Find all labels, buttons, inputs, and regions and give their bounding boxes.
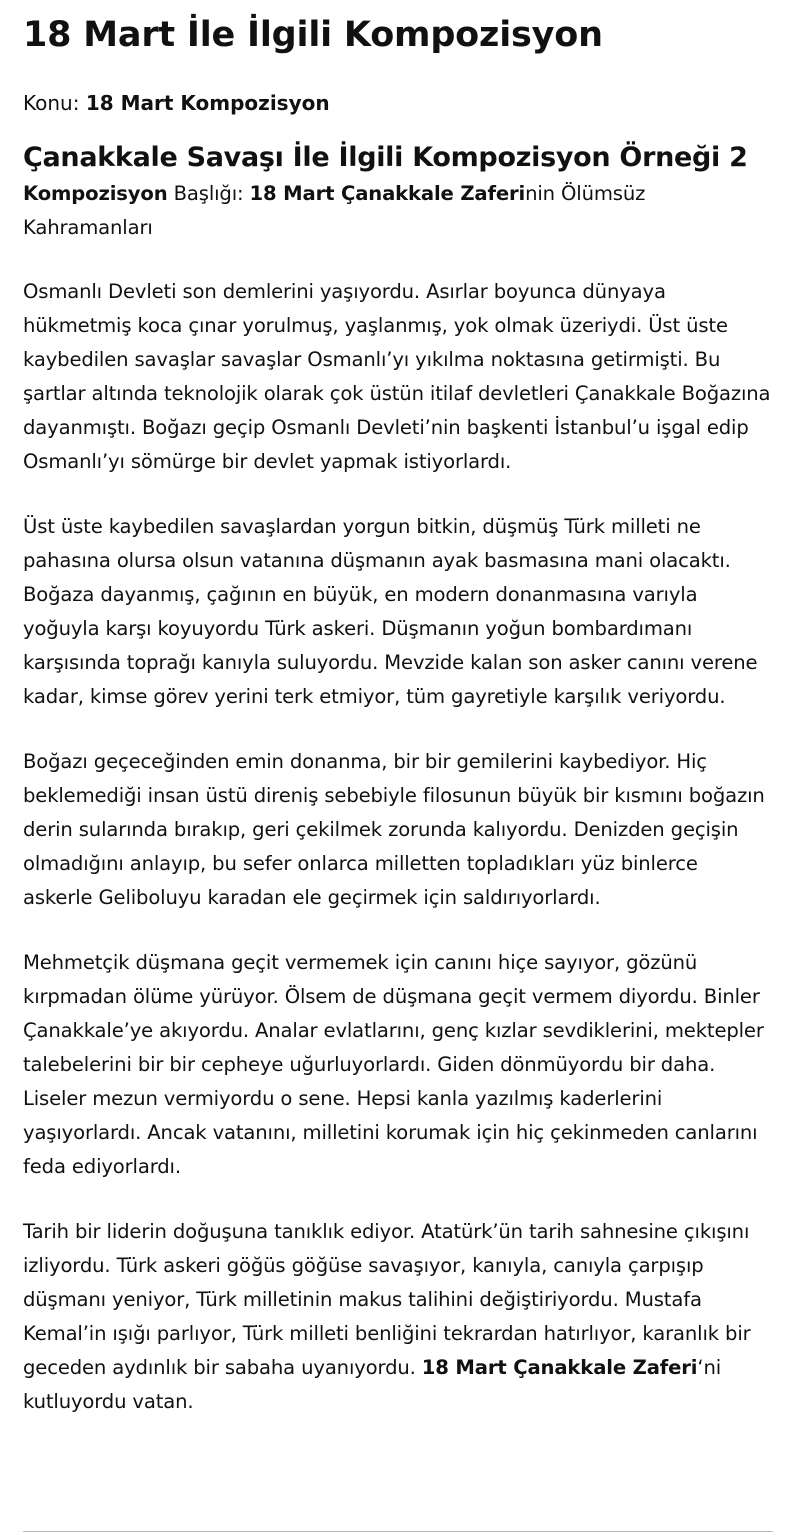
paragraph: Boğazı geçeceğinden emin donanma, bir bir gemilerini kaybediyor. Hiç beklemediği insan üstü direniş sebebiyle filosunun büyük bir kısmını boğazın derin sularında bırakıp, geri çekilmek zorunda kalıyordu. Denizden geçişin olmadığını anlayıp, bu sefer onlarca milletten topladıkları yüz binlerce askerle Geliboluyu karadan ele geçirmek için saldırıyorlardı. xyxy=(23,750,765,909)
topic-line xyxy=(23,89,773,117)
paragraph: Mehmetçik düşmana geçit vermemek için canını hiçe sayıyor, gözünü kırpmadan ölüme yürüyor. Ölsem de düşmana geçit vermem diyordu. Binler Çanakkale’ye akıyordu. Analar evlatlarını, genç kızlar sevdiklerini, mektepler talebelerini bir bir cepheye uğurluyorlardı. Giden dönmüyordu bir daha. Liseler mezun vermiyordu o sene. Hepsi kanla yazılmış kaderlerini yaşıyorlardı. Ancak vatanını, milletini korumak için hiç çekinmeden canlarını feda ediyorlardı. xyxy=(23,951,764,1178)
subtitle: Çanakkale Savaşı İle İlgili Kompozisyon Örneği 2 xyxy=(23,142,748,173)
topic-value: 18 Mart Kompozisyon xyxy=(85,91,330,115)
composition-title xyxy=(23,177,773,245)
divider xyxy=(23,1531,773,1532)
paragraph-last xyxy=(23,1215,773,1419)
composition-title-bold-2: 18 Mart Çanakkale Zaferi xyxy=(249,182,526,205)
paragraph: Osmanlı Devleti son demlerini yaşıyordu. Asırlar boyunca dünyaya hükmetmiş koca çınar yorulmuş, yaşlanmış, yok olmak üzeriydi. Üst üste kaybedilen savaşlar savaşlar Osmanlı’yı yıkılma noktasına getirmişti. Bu şartlar altında teknolojik olarak çok üstün itilaf devletleri Çanakkale Boğazına dayanmıştı. Boğazı geçip Osmanlı Devleti’nin başkenti İstanbul’u işgal edip Osmanlı’yı sömürge bir devlet yapmak istiyorlardı. xyxy=(23,280,771,473)
composition-title-text-2: nin Ölümsüz Kahramanları xyxy=(23,182,646,239)
paragraph-last-bold: 18 Mart Çanakkale Zaferi xyxy=(421,1356,698,1379)
topic-label: Konu: xyxy=(23,91,86,115)
page-title: 18 Mart İle İlgili Kompozisyon xyxy=(23,15,603,55)
paragraph: Üst üste kaybedilen savaşlardan yorgun bitkin, düşmüş Türk milleti ne pahasına olursa olsun vatanına düşmanın ayak basmasına mani olacaktı. Boğaza dayanmış, çağının en büyük, en modern donanmasına varıyla yoğuyla karşı koyuyordu Türk askeri. Düşmanın yoğun bombardımanı karşısında toprağı kanıyla suluyordu. Mevzide kalan son asker canını verene kadar, kimse görev yerini terk etmiyor, tüm gayretiyle karşılık veriyordu. xyxy=(23,515,758,708)
paragraph-last-suffix: ‘ni kutluyordu vatan. xyxy=(23,1356,722,1413)
composition-title-bold-1: Kompozisyon xyxy=(23,182,168,205)
paragraph-last-text: Tarih bir liderin doğuşuna tanıklık ediyor. Atatürk’ün tarih sahnesine çıkışını izliyordu. Türk askeri göğüs göğüse savaşıyor, kanıyla, canıyla çarpışıp düşmanı yeniyor, Türk milletinin makus talihini değiştiriyordu. Mustafa Kemal’in ışığı parlıyor, Türk milleti benliğini tekrardan hatırlıyor, karanlık bir geceden aydınlık bir sabaha uyanıyordu. xyxy=(23,1220,751,1379)
composition-title-text-1: Başlığı: xyxy=(167,182,250,205)
